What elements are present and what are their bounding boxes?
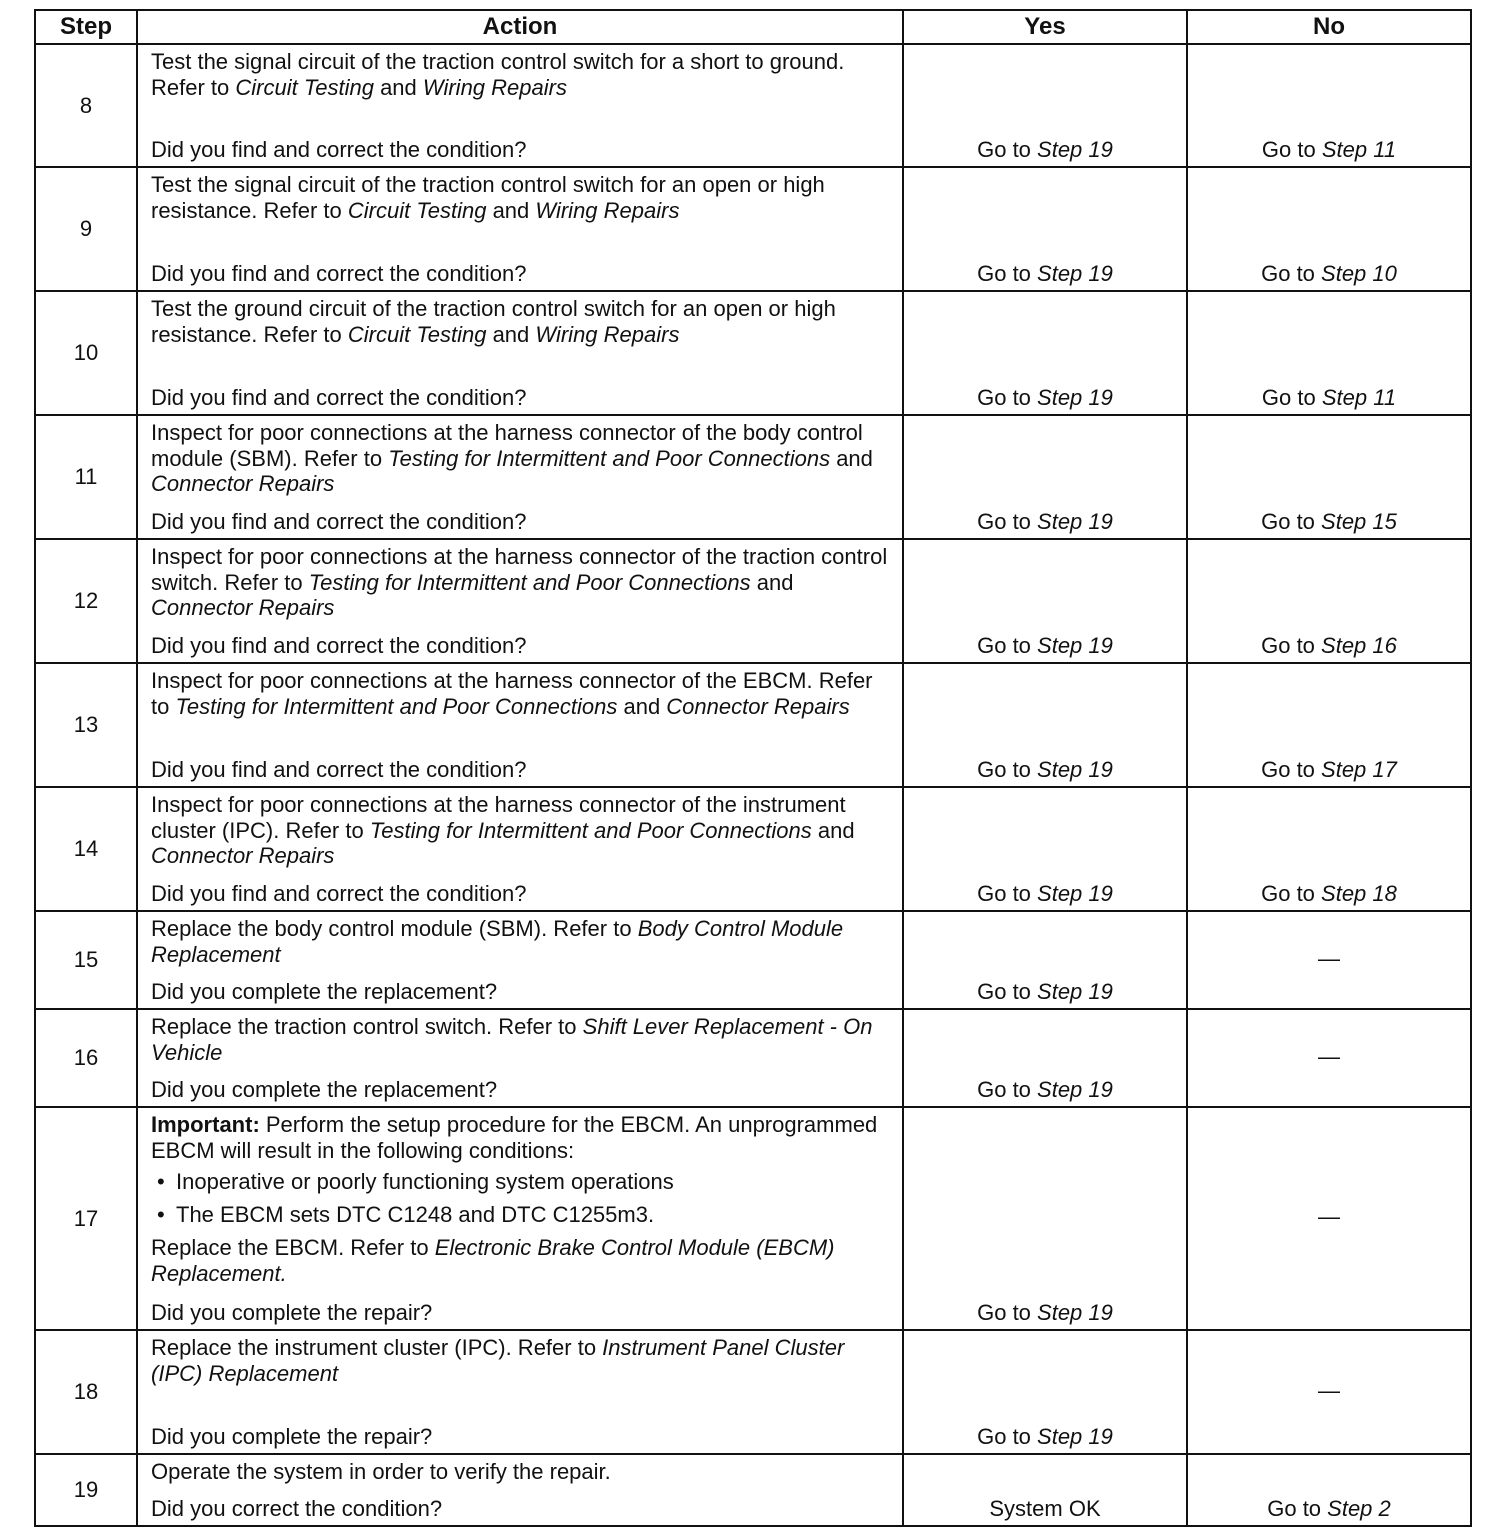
yes-answer-step-link[interactable]: Step 19 bbox=[1037, 137, 1113, 162]
action-text: and bbox=[811, 817, 855, 843]
yes-answer-step-link[interactable]: Step 19 bbox=[1037, 1300, 1113, 1325]
yes-answer-step-link[interactable]: Step 19 bbox=[1037, 881, 1113, 906]
table-row bbox=[35, 1107, 1471, 1330]
yes-answer[interactable] bbox=[903, 415, 1187, 539]
list-item: • Inoperative or poorly functioning system operations bbox=[151, 1169, 894, 1194]
table-row bbox=[35, 663, 1471, 787]
action-text: Operate the system in order to verify the repair. bbox=[151, 1459, 611, 1484]
step-number: 13 bbox=[35, 663, 137, 787]
yes-answer-prefix: Go to bbox=[977, 881, 1038, 906]
no-answer bbox=[1187, 1330, 1471, 1454]
reference-link[interactable]: Testing for Intermittent and Poor Connections bbox=[308, 569, 751, 595]
header-action: Action bbox=[137, 10, 903, 44]
no-answer[interactable] bbox=[1187, 663, 1471, 787]
action-body-2 bbox=[151, 1235, 894, 1286]
reference-link[interactable]: Testing for Intermittent and Poor Connections bbox=[369, 817, 812, 843]
action-question: Did you find and correct the condition? bbox=[151, 508, 527, 534]
no-answer[interactable] bbox=[1187, 167, 1471, 291]
reference-link[interactable]: Body Control Module Replacement bbox=[151, 916, 844, 967]
table-row bbox=[35, 911, 1471, 1009]
table-row bbox=[35, 1454, 1471, 1526]
table-row bbox=[35, 787, 1471, 911]
no-answer-prefix: — bbox=[1318, 1204, 1340, 1229]
action-text: Inspect for poor connections at the harness connector of the EBCM. Refer to bbox=[151, 668, 873, 719]
action-text: and bbox=[830, 445, 873, 471]
yes-answer-step-link[interactable]: Step 19 bbox=[1037, 385, 1113, 410]
yes-answer[interactable] bbox=[903, 1330, 1187, 1454]
action-text: and bbox=[373, 74, 423, 100]
reference-link[interactable]: Testing for Intermittent and Poor Connections bbox=[175, 693, 618, 719]
reference-link[interactable]: Electronic Brake Control Module (EBCM) Replacement. bbox=[151, 1235, 835, 1286]
no-answer-prefix: Go to bbox=[1261, 385, 1322, 410]
action-question: Did you find and correct the condition? bbox=[151, 632, 527, 658]
yes-answer[interactable] bbox=[903, 911, 1187, 1009]
no-answer bbox=[1187, 1009, 1471, 1107]
header-no: No bbox=[1187, 10, 1471, 44]
yes-answer[interactable] bbox=[903, 787, 1187, 911]
action-body bbox=[151, 420, 894, 497]
action-cell bbox=[137, 1107, 903, 1330]
table-row bbox=[35, 415, 1471, 539]
action-question: Did you find and correct the condition? bbox=[151, 136, 527, 162]
no-answer-prefix: Go to bbox=[1261, 261, 1322, 286]
yes-answer-prefix: System OK bbox=[989, 1496, 1101, 1521]
step-number: 12 bbox=[35, 539, 137, 663]
step-number: 14 bbox=[35, 787, 137, 911]
action-text: Inspect for poor connections at the harness connector of the traction control switch. Refer to bbox=[151, 544, 888, 595]
action-text: Replace the traction control switch. Refer to bbox=[151, 1014, 583, 1039]
no-answer[interactable] bbox=[1187, 539, 1471, 663]
action-text: Test the signal circuit of the traction control switch for an open or high resistance. Refer to bbox=[151, 172, 825, 223]
no-answer-step-link[interactable]: Step 11 bbox=[1321, 385, 1397, 410]
action-cell bbox=[137, 539, 903, 663]
yes-answer-step-link[interactable]: Step 19 bbox=[1037, 1424, 1113, 1449]
action-body bbox=[151, 792, 894, 869]
yes-answer[interactable] bbox=[903, 1009, 1187, 1107]
yes-answer-step-link[interactable]: Step 19 bbox=[1037, 509, 1113, 534]
reference-link[interactable]: Shift Lever Replacement - On Vehicle bbox=[151, 1014, 873, 1065]
no-answer-prefix: — bbox=[1318, 945, 1340, 971]
action-body bbox=[151, 1014, 894, 1065]
reference-link[interactable]: Testing for Intermittent and Poor Connections bbox=[388, 445, 831, 471]
action-cell bbox=[137, 663, 903, 787]
reference-link[interactable]: Connector Repairs bbox=[151, 595, 335, 620]
action-body bbox=[151, 544, 894, 621]
action-cell bbox=[137, 1009, 903, 1107]
header-yes: Yes bbox=[903, 10, 1187, 44]
no-answer bbox=[1187, 911, 1471, 1009]
table-row bbox=[35, 1330, 1471, 1454]
no-answer-prefix: Go to bbox=[1261, 633, 1322, 658]
yes-answer-step-link[interactable]: Step 19 bbox=[1037, 633, 1113, 658]
no-answer-prefix: Go to bbox=[1261, 757, 1322, 782]
action-body bbox=[151, 668, 894, 719]
yes-answer-step-link[interactable]: Step 19 bbox=[1037, 757, 1113, 782]
table-row bbox=[35, 539, 1471, 663]
action-text: Replace the instrument cluster (IPC). Refer to bbox=[151, 1335, 603, 1360]
important-label: Important: bbox=[151, 1112, 260, 1137]
action-text: Replace the EBCM. Refer to bbox=[151, 1235, 435, 1260]
action-cell bbox=[137, 787, 903, 911]
action-question: Did you find and correct the condition? bbox=[151, 880, 527, 906]
yes-answer-prefix: Go to bbox=[977, 1424, 1038, 1449]
action-text: and bbox=[486, 321, 536, 347]
step-number: 11 bbox=[35, 415, 137, 539]
table-body bbox=[35, 44, 1471, 1526]
no-answer-prefix: Go to bbox=[1261, 509, 1322, 534]
action-question: Did you find and correct the condition? bbox=[151, 260, 527, 286]
yes-answer-step-link[interactable]: Step 19 bbox=[1037, 979, 1113, 1004]
reference-link[interactable]: Instrument Panel Cluster (IPC) Replacement bbox=[151, 1335, 845, 1386]
table-row bbox=[35, 167, 1471, 291]
yes-answer[interactable] bbox=[903, 1107, 1187, 1330]
reference-link[interactable]: Circuit Testing bbox=[347, 197, 487, 223]
reference-link[interactable]: Circuit Testing bbox=[347, 321, 487, 347]
action-text: Inspect for poor connections at the harness connector of the body control module (SBM). Refer to bbox=[151, 420, 863, 471]
no-answer[interactable] bbox=[1187, 1454, 1471, 1526]
reference-link[interactable]: Connector Repairs bbox=[151, 843, 335, 868]
no-answer-step-link[interactable]: Step 11 bbox=[1321, 137, 1397, 162]
action-question: Did you complete the replacement? bbox=[151, 978, 498, 1004]
step-number: 17 bbox=[35, 1107, 137, 1330]
no-answer-step-link[interactable]: Step 16 bbox=[1321, 633, 1397, 658]
action-body bbox=[151, 172, 894, 223]
no-answer-step-link[interactable]: Step 2 bbox=[1327, 1496, 1391, 1521]
step-number: 10 bbox=[35, 291, 137, 415]
action-cell bbox=[137, 291, 903, 415]
no-answer[interactable] bbox=[1187, 291, 1471, 415]
action-body bbox=[151, 916, 894, 967]
action-text: Perform the setup procedure for the EBCM. An unprogrammed EBCM will result in the following conditions: bbox=[151, 1112, 878, 1163]
no-answer[interactable] bbox=[1187, 44, 1471, 167]
reference-link[interactable]: Wiring Repairs bbox=[535, 197, 680, 223]
action-body bbox=[151, 296, 894, 347]
action-cell bbox=[137, 415, 903, 539]
step-number: 8 bbox=[35, 44, 137, 167]
no-answer-step-link[interactable]: Step 10 bbox=[1321, 261, 1397, 286]
no-answer-prefix: Go to bbox=[1261, 881, 1322, 906]
action-cell bbox=[137, 167, 903, 291]
action-body bbox=[151, 1459, 894, 1485]
action-text: and bbox=[750, 569, 794, 595]
action-question: Did you complete the replacement? bbox=[151, 1076, 498, 1102]
yes-answer-prefix: Go to bbox=[977, 385, 1038, 410]
action-body bbox=[151, 1112, 894, 1163]
no-answer-prefix: Go to bbox=[1267, 1496, 1328, 1521]
action-cell bbox=[137, 911, 903, 1009]
action-question: Did you complete the repair? bbox=[151, 1423, 433, 1449]
step-number: 18 bbox=[35, 1330, 137, 1454]
action-text: Inspect for poor connections at the harness connector of the instrument cluster (IPC). Refer to bbox=[151, 792, 846, 843]
action-text: Test the ground circuit of the traction control switch for an open or high resistance. Refer to bbox=[151, 296, 836, 347]
yes-answer[interactable] bbox=[903, 44, 1187, 167]
yes-answer[interactable] bbox=[903, 663, 1187, 787]
reference-link[interactable]: Wiring Repairs bbox=[422, 74, 567, 100]
yes-answer bbox=[903, 1454, 1187, 1526]
action-cell bbox=[137, 44, 903, 167]
header-row bbox=[35, 10, 1471, 44]
no-answer-step-link[interactable]: Step 18 bbox=[1321, 881, 1397, 906]
no-answer[interactable] bbox=[1187, 787, 1471, 911]
no-answer[interactable] bbox=[1187, 415, 1471, 539]
yes-answer-prefix: Go to bbox=[977, 633, 1038, 658]
no-answer-prefix: Go to bbox=[1261, 137, 1322, 162]
action-body bbox=[151, 1335, 894, 1386]
table-row bbox=[35, 291, 1471, 415]
yes-answer-prefix: Go to bbox=[977, 261, 1038, 286]
diagnostic-table bbox=[34, 9, 1472, 1527]
no-answer-prefix: — bbox=[1318, 1043, 1340, 1069]
table-row bbox=[35, 44, 1471, 167]
no-answer-step-link[interactable]: Step 17 bbox=[1321, 757, 1397, 782]
condition-list bbox=[151, 1169, 894, 1227]
no-answer bbox=[1187, 1107, 1471, 1330]
header-step: Step bbox=[35, 10, 137, 44]
yes-answer-prefix: Go to bbox=[977, 1300, 1038, 1325]
yes-answer-prefix: Go to bbox=[977, 137, 1038, 162]
reference-link[interactable]: Wiring Repairs bbox=[535, 321, 680, 347]
action-question: Did you correct the condition? bbox=[151, 1495, 443, 1521]
yes-answer[interactable] bbox=[903, 167, 1187, 291]
yes-answer[interactable] bbox=[903, 539, 1187, 663]
yes-answer-step-link[interactable]: Step 19 bbox=[1037, 261, 1113, 286]
action-question: Did you find and correct the condition? bbox=[151, 756, 527, 782]
action-text: and bbox=[486, 197, 536, 223]
yes-answer[interactable] bbox=[903, 291, 1187, 415]
yes-answer-prefix: Go to bbox=[977, 509, 1038, 534]
yes-answer-prefix: Go to bbox=[977, 757, 1038, 782]
action-cell bbox=[137, 1330, 903, 1454]
yes-answer-prefix: Go to bbox=[977, 1077, 1038, 1102]
action-text: Test the signal circuit of the traction control switch for a short to ground. Refer to bbox=[151, 49, 845, 100]
reference-link[interactable]: Connector Repairs bbox=[666, 693, 850, 719]
reference-link[interactable]: Connector Repairs bbox=[151, 471, 335, 496]
step-number: 15 bbox=[35, 911, 137, 1009]
action-text: Replace the body control module (SBM). Refer to bbox=[151, 916, 638, 941]
step-number: 9 bbox=[35, 167, 137, 291]
action-question: Did you find and correct the condition? bbox=[151, 384, 527, 410]
yes-answer-step-link[interactable]: Step 19 bbox=[1037, 1077, 1113, 1102]
step-number: 19 bbox=[35, 1454, 137, 1526]
list-item: • The EBCM sets DTC C1248 and DTC C1255m3. bbox=[151, 1202, 894, 1227]
action-cell bbox=[137, 1454, 903, 1526]
no-answer-prefix: — bbox=[1318, 1377, 1340, 1403]
action-question: Did you complete the repair? bbox=[151, 1299, 433, 1325]
yes-answer-prefix: Go to bbox=[977, 979, 1038, 1004]
no-answer-step-link[interactable]: Step 15 bbox=[1321, 509, 1397, 534]
step-number: 16 bbox=[35, 1009, 137, 1107]
table-row bbox=[35, 1009, 1471, 1107]
action-body bbox=[151, 49, 894, 100]
action-text: and bbox=[617, 693, 667, 719]
reference-link[interactable]: Circuit Testing bbox=[235, 74, 374, 100]
